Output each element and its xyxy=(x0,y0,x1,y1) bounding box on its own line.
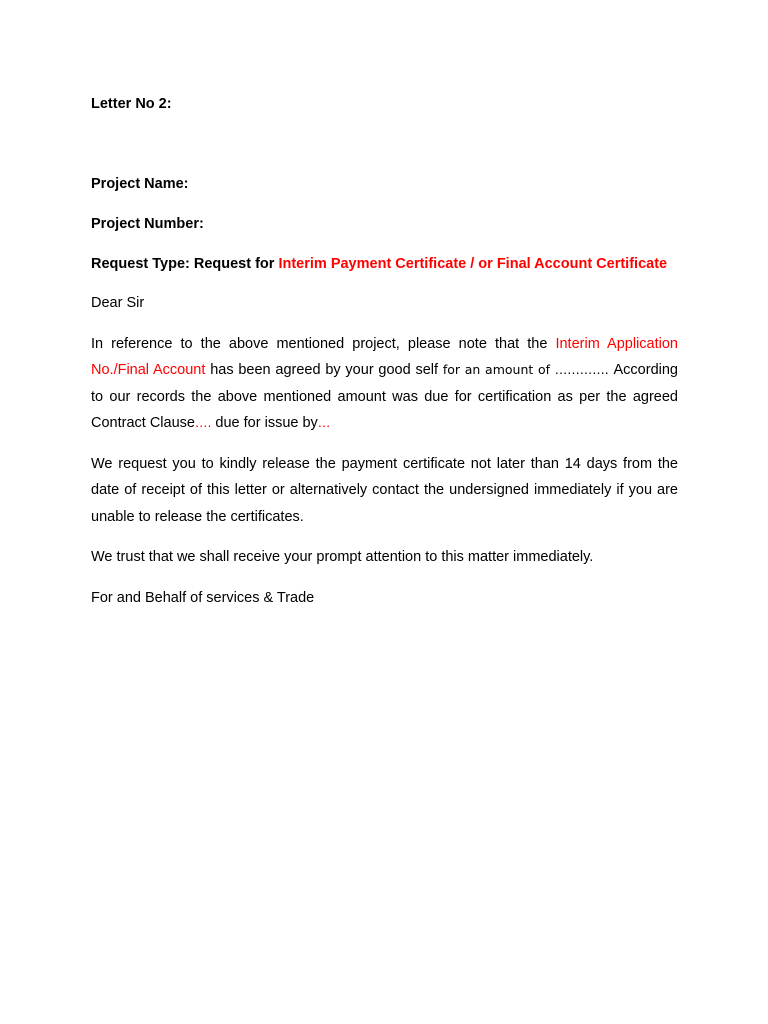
paragraph-request: We request you to kindly release the payment certificate not later than 14 days from the date of receipt of this letter or alternatively contact the undersigned immediately if you are unable to release the certificates. xyxy=(91,455,678,525)
request-type-label: Request Type: Request for xyxy=(91,255,279,272)
letter-body xyxy=(91,91,678,611)
issue-date-placeholder: … xyxy=(317,415,331,430)
letter-number-heading: Letter No 2: xyxy=(91,96,172,112)
request-type-highlight: Interim Payment Certificate / or Final Account Certificate xyxy=(278,255,668,272)
request-type-line xyxy=(91,251,678,278)
paragraph-reference-part-2: has been agreed by your good self xyxy=(205,362,443,378)
sign-off: For and Behalf of services & Trade xyxy=(91,589,315,606)
project-number-label: Project Number: xyxy=(91,216,204,232)
paragraph-reference-part-3: According to our records the above mentioned amount was due for certification as per the agreed Contract Clause xyxy=(91,362,678,431)
clause-placeholder: …. xyxy=(194,415,216,430)
salutation: Dear Sir xyxy=(91,295,145,311)
amount-placeholder: for an amount of …………. xyxy=(442,362,614,377)
interim-application-highlight: Interim Application No./Final Account xyxy=(91,335,678,378)
project-name-label: Project Name: xyxy=(91,175,189,192)
paragraph-reference-part-4: due for issue by xyxy=(215,415,318,431)
paragraph-trust: We trust that we shall receive your prompt attention to this matter immediately. xyxy=(91,549,594,565)
paragraph-reference-part-1: In reference to the above mentioned project, please note that the xyxy=(91,335,556,352)
paragraph-reference xyxy=(91,331,678,437)
